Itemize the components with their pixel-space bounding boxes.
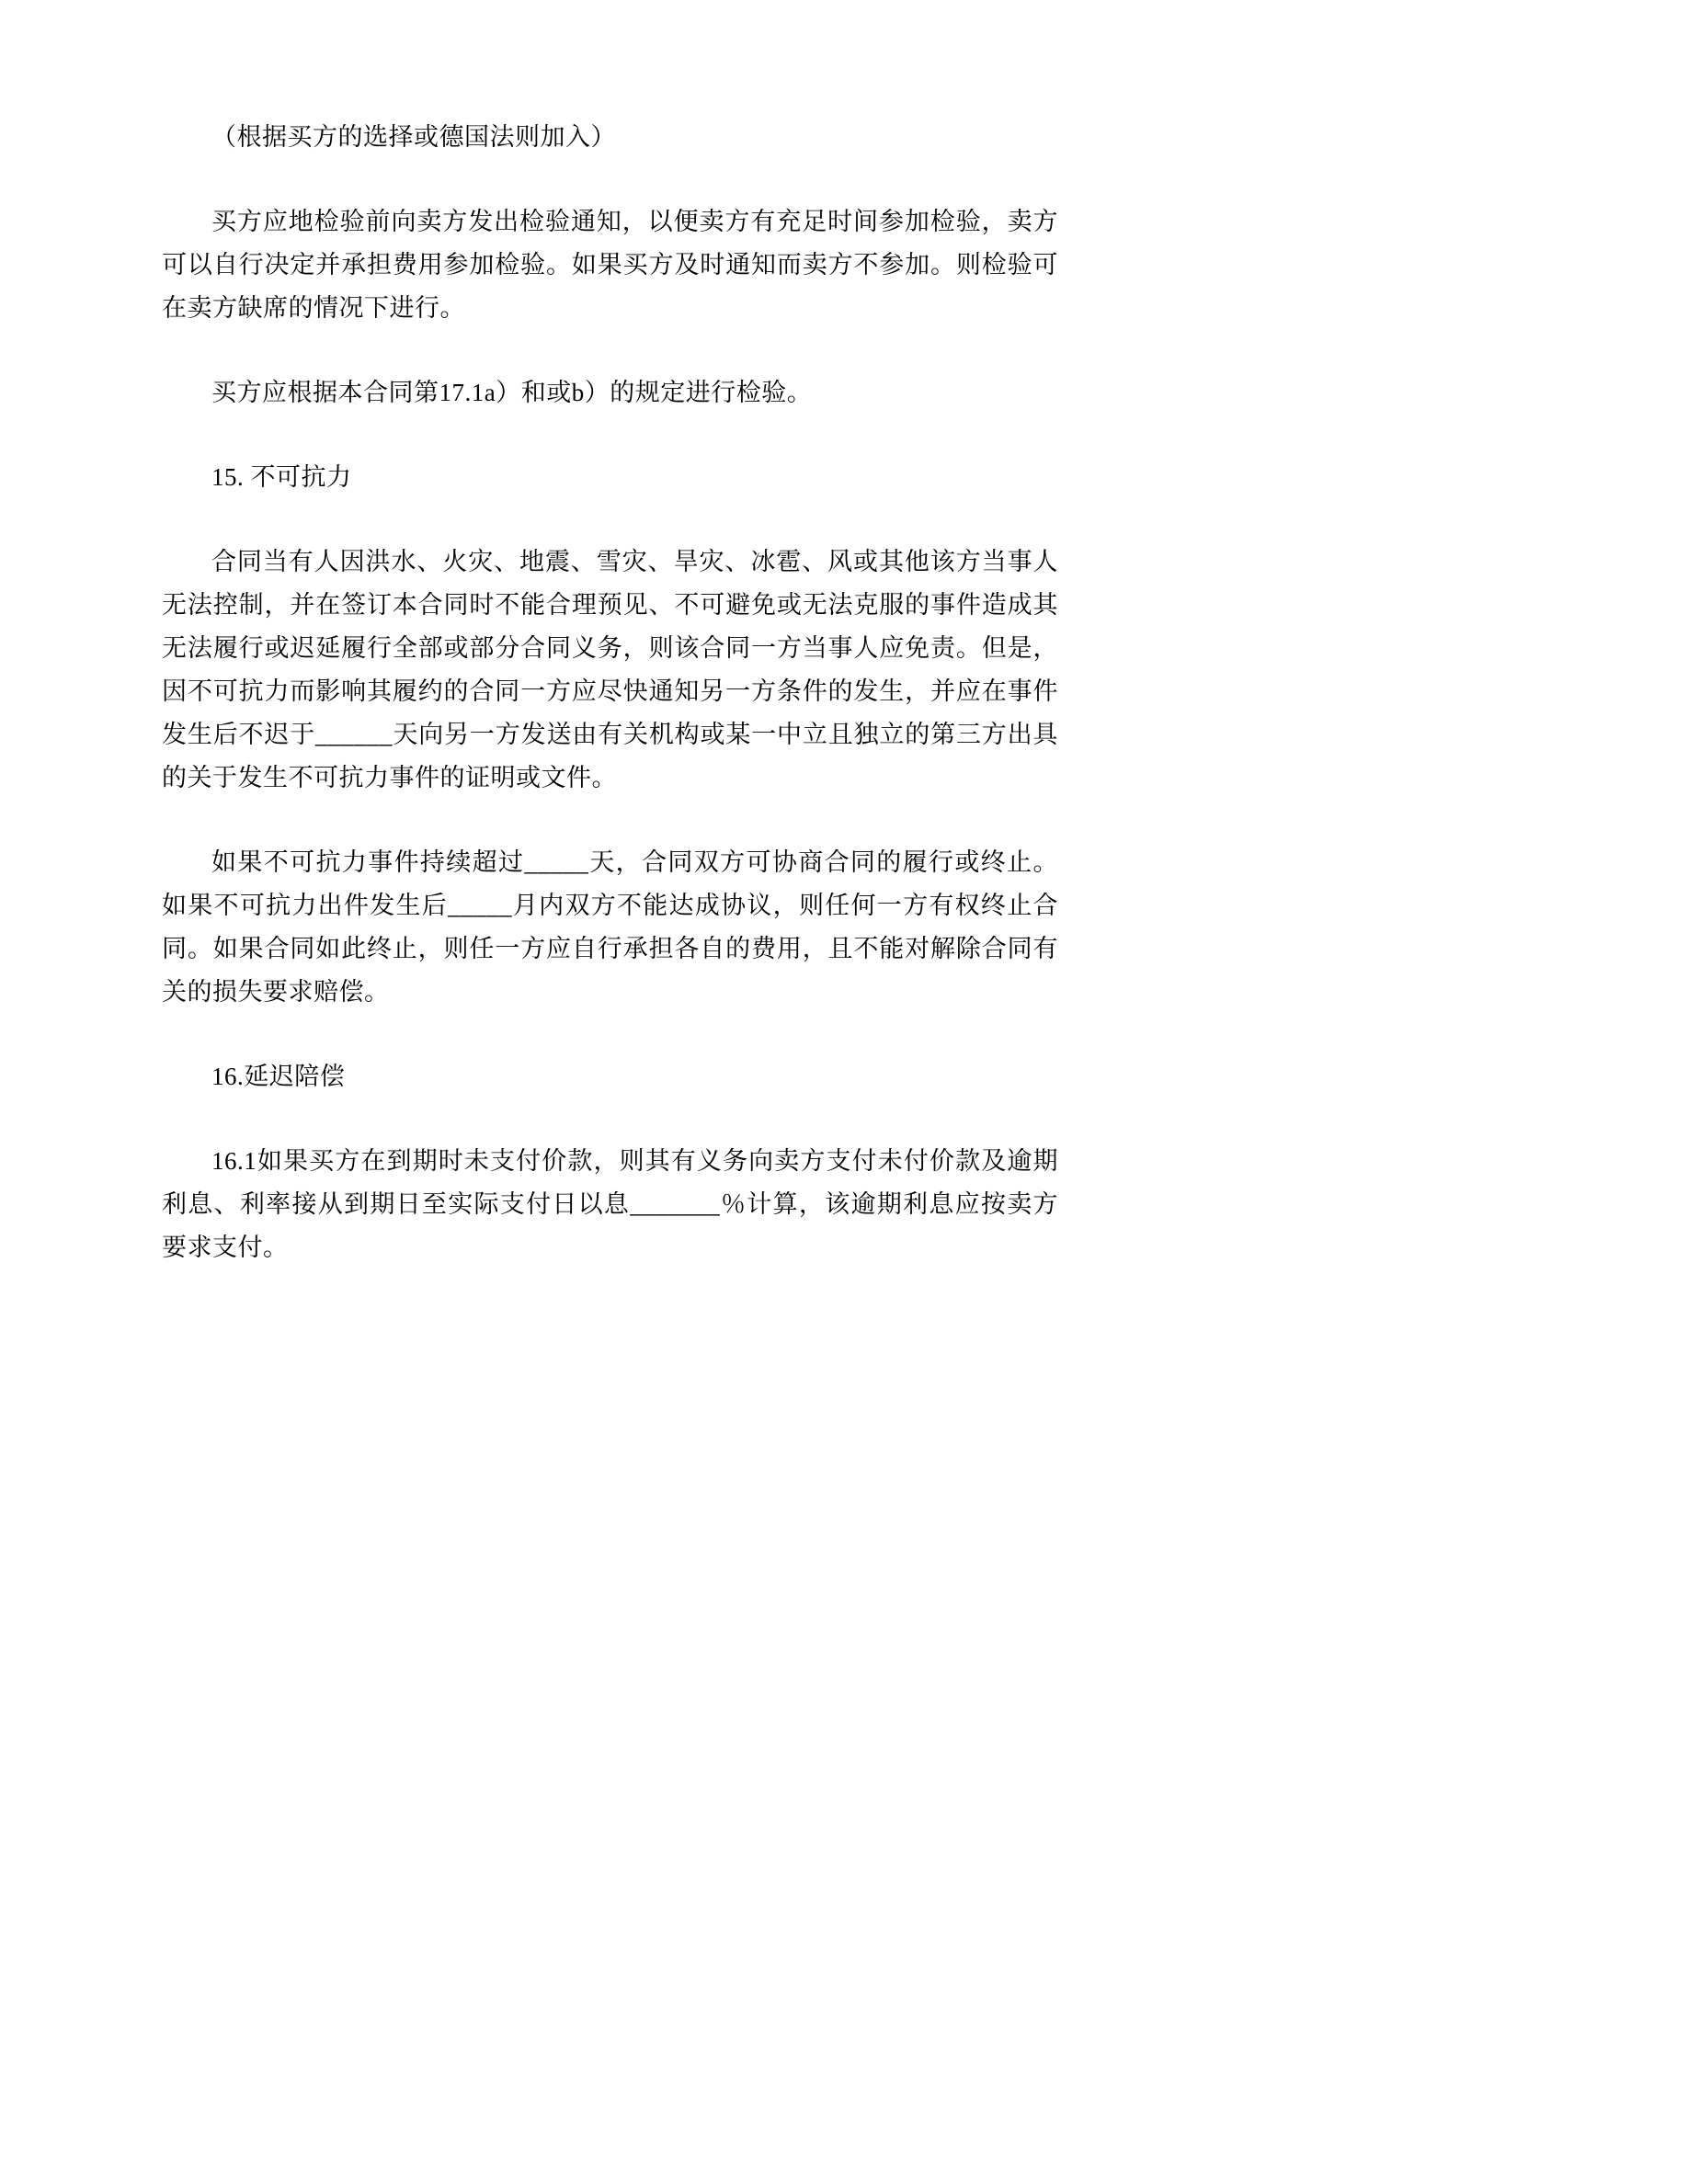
inspection-notice-paragraph: 买方应地检验前向卖方发出检验通知，以便卖方有充足时间参加检验，卖方可以自行决定并承担费用参加检验。如果买方及时通知而卖方不参加。则检验可在卖方缺席的情况下进行。 (162, 208, 1058, 322)
force-majeure-paragraph: 合同当有人因洪水、火灾、地震、雪灾、旱灾、冰雹、风或其他该方当事人无法控制，并在签订本合同时不能合理预见、不可避免或无法克服的事件造成其无法履行或迟延履行全部或部分合同义务，则该合同一方当事人应免责。但是，因不可抗力而影响其履约的合同一方应尽快通知另一方条件的发生，并应在事件发生后不迟于______天向另一方发送由有关机构或某一中立且独立的第三方出具的关于发生不可抗力事件的证明或文件。 (162, 548, 1058, 791)
force-majeure-termination-paragraph: 如果不可抗力事件持续超过_____天，合同双方可协商合同的履行或终止。如果不可抗力出件发生后_____月内双方不能达成协议，则任何一方有权终止合同。如果合同如此终止，则任一方应自行承担各自的费用，且不能对解除合同有关的损失要求赔偿。 (162, 848, 1058, 1006)
late-payment-interest-paragraph: 16.1如果买方在到期时未支付价款，则其有义务向卖方支付未付价款及逾期利息、利率接从到期日至实际支付日以息_______％计算，该逾期利息应按卖方要求支付。 (162, 1147, 1058, 1261)
note-line: （根据买方的选择或德国法则加入） (211, 123, 616, 151)
document-body (162, 116, 1058, 1269)
inspection-clause-reference-paragraph: 买方应根据本合同第17.1a）和或b）的规定进行检验。 (211, 379, 813, 406)
section-16-heading: 16.延迟陪偿 (211, 1063, 346, 1090)
section-15-heading: 15. 不可抗力 (211, 463, 352, 491)
